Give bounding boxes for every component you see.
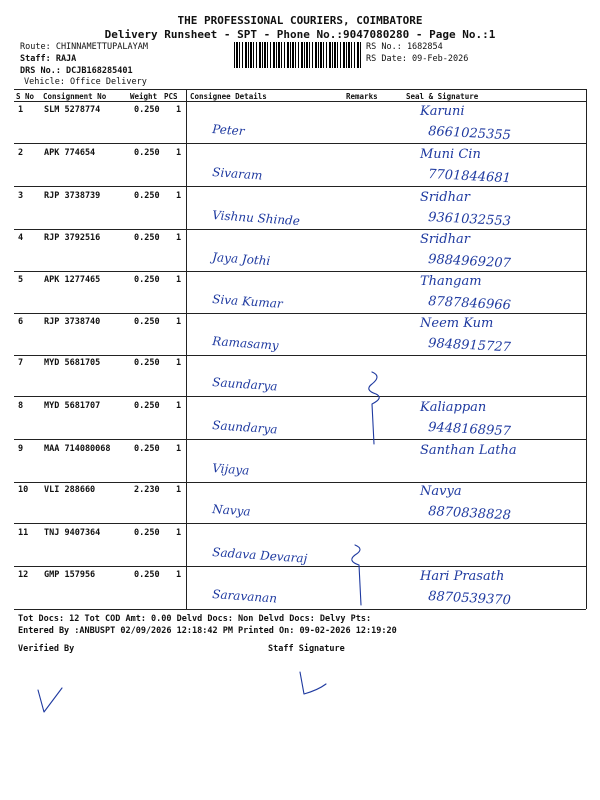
row-pcs: 1: [176, 358, 182, 368]
route-label: Route: CHINNAMETTUPALAYAM: [20, 42, 148, 52]
col-consignment: Consignment No: [43, 92, 107, 101]
row-consignment-no: RJP 3792516: [44, 233, 101, 243]
row-sno: 2: [18, 148, 24, 158]
staff-signature-label: Staff Signature: [268, 644, 345, 654]
row-weight: 0.250: [134, 570, 160, 580]
staff-label: Staff: RAJA: [20, 54, 77, 64]
row-sno: 10: [18, 485, 29, 495]
row-consignment-no: MAA 714080068: [44, 444, 111, 454]
row-consignee: Saravanan: [211, 587, 278, 606]
row-signature: Thangam: [420, 274, 482, 289]
row-consignee: Saundarya: [211, 418, 278, 437]
row-weight: 0.250: [134, 233, 160, 243]
row-consignment-no: VLI 288660: [44, 485, 96, 495]
row-sno: 3: [18, 191, 24, 201]
row-consignment-no: APK 1277465: [44, 275, 101, 285]
rs-number: RS No.: 1682854: [366, 42, 443, 52]
row-phone: 9848915727: [427, 336, 512, 356]
col-remarks: Remarks: [346, 92, 378, 101]
row-pcs: 1: [176, 148, 182, 158]
drs-number: DRS No.: DCJB168285401: [20, 66, 133, 76]
row-consignment-no: TNJ 9407364: [44, 528, 101, 538]
row-phone: 8870539370: [427, 589, 512, 609]
row-consignee: Vijaya: [211, 461, 250, 478]
col-consignee: Consignee Details: [190, 92, 267, 101]
row-consignee: Sivaram: [211, 165, 263, 183]
row-pcs: 1: [176, 275, 182, 285]
table-bottom-line: [14, 609, 586, 610]
row-pcs: 1: [176, 570, 182, 580]
row-sno: 4: [18, 233, 24, 243]
row-phone: 8661025355: [427, 124, 512, 144]
row-pcs: 1: [176, 191, 182, 201]
row-consignee: Navya: [211, 502, 252, 519]
entered-by-line: Entered By :ANBUSPT 02/09/2026 12:18:42 PM Printed On: 09-02-2026 12:19:20: [18, 626, 397, 636]
row-sno: 9: [18, 444, 24, 454]
row-pcs: 1: [176, 401, 182, 411]
row-signature: Neem Kum: [420, 316, 494, 331]
row-signature: Sridhar: [420, 190, 470, 205]
row-phone: 9361032553: [427, 210, 512, 230]
company-title: THE PROFESSIONAL COURIERS, COIMBATORE: [177, 14, 423, 27]
row-consignee: Jaya Jothi: [211, 250, 271, 269]
row-sno: 8: [18, 401, 24, 411]
row-weight: 2.230: [134, 485, 160, 495]
row-signature: Sridhar: [420, 232, 470, 247]
row-pcs: 1: [176, 444, 182, 454]
row-phone: 7701844681: [427, 167, 512, 187]
col-signature: Seal & Signature: [406, 92, 479, 101]
row-signature: Santhan Latha: [420, 443, 517, 458]
row-consignment-no: SLM 5278774: [44, 105, 101, 115]
row-phone: 8787846966: [427, 294, 512, 314]
row-consignment-no: GMP 157956: [44, 570, 96, 580]
row-weight: 0.250: [134, 191, 160, 201]
row-consignment-no: MYD 5681705: [44, 358, 101, 368]
row-weight: 0.250: [134, 444, 160, 454]
row-signature: Hari Prasath: [420, 569, 505, 584]
row-phone: 9448168957: [427, 420, 512, 440]
row-weight: 0.250: [134, 148, 160, 158]
row-weight: 0.250: [134, 275, 160, 285]
row-weight: 0.250: [134, 401, 160, 411]
row-phone: 9884969207: [427, 252, 512, 272]
row-pcs: 1: [176, 485, 182, 495]
row-sno: 11: [18, 528, 29, 538]
row-consignee: Sadava Devaraj: [211, 545, 308, 566]
row-weight: 0.250: [134, 528, 160, 538]
row-pcs: 1: [176, 105, 182, 115]
row-phone: 8870838828: [427, 504, 512, 524]
col-pcs: PCS: [164, 92, 178, 101]
row-sno: 5: [18, 275, 24, 285]
col-sno: S No: [16, 92, 35, 101]
row-signature: Karuni: [420, 104, 465, 119]
vehicle-label: Vehicle: Office Delivery: [24, 77, 147, 87]
row-consignment-no: APK 774654: [44, 148, 96, 158]
row-consignee: Siva Kumar: [211, 292, 284, 311]
row-signature: Kaliappan: [420, 400, 487, 415]
row-consignee: Vishnu Shinde: [211, 208, 301, 229]
col-weight: Weight: [130, 92, 158, 101]
row-weight: 0.250: [134, 317, 160, 327]
row-pcs: 1: [176, 317, 182, 327]
row-sno: 6: [18, 317, 24, 327]
row-consignment-no: MYD 5681707: [44, 401, 101, 411]
row-consignee: Peter: [211, 122, 245, 139]
totals-line: Tot Docs: 12 Tot COD Amt: 0.00 Delvd Docs: Non Delvd Docs: Delvy Pts:: [18, 614, 372, 624]
runsheet-subtitle: Delivery Runsheet - SPT - Phone No.:9047080280 - Page No.:1: [104, 28, 496, 41]
verified-by-label: Verified By: [18, 644, 75, 654]
row-signature: Muni Cin: [420, 147, 481, 162]
row-consignment-no: RJP 3738740: [44, 317, 101, 327]
row-sno: 12: [18, 570, 29, 580]
row-sno: 1: [18, 105, 24, 115]
row-sno: 7: [18, 358, 24, 368]
row-consignment-no: RJP 3738739: [44, 191, 101, 201]
row-consignee: Saundarya: [211, 375, 278, 394]
rs-date: RS Date: 09-Feb-2026: [366, 54, 469, 64]
row-weight: 0.250: [134, 105, 160, 115]
row-signature: Navya: [420, 484, 462, 499]
row-pcs: 1: [176, 233, 182, 243]
row-consignee: Ramasamy: [211, 334, 280, 353]
row-pcs: 1: [176, 528, 182, 538]
row-weight: 0.250: [134, 358, 160, 368]
